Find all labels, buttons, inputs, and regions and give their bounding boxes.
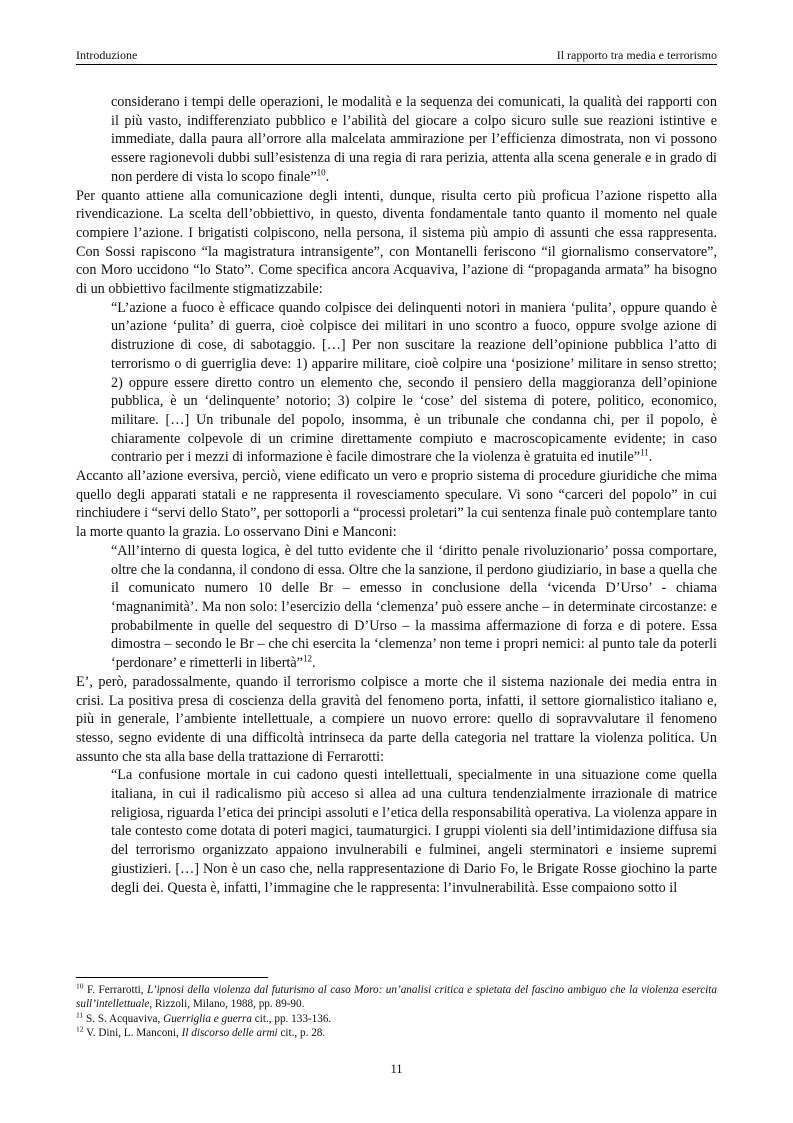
quote-text: considerano i tempi delle operazioni, le modalità e la sequenza dei comunicati, la qualità dei rapporti con il più vasto, indifferenziato pubblico e l’abilità del giocare a colpo sicuro sulle sue reazioni istintive e immediate, dalla paura all’orrore alla malcelata ammirazione per l’efficienza dimostrata, non vi possono essere ragionevoli dubbi sull’esistenza di una regia di rara perizia, attenta alla scena generale e in grado di non perdere di vista lo scopo finale” xyxy=(111,94,717,185)
block-quote: “L’azione a fuoco è efficace quando colpisce dei delinquenti notori in maniera ‘pulita’, oppure quando è un’azione ‘pulita’ di guerra, cioè colpisce dei militari in uno scontro a fuoco, oppure svolge azione di distruzione di cose, di sabotaggio. […] Per non suscitare la reazione dell’opinione pubblica l’atto di terrorismo o di guerriglia deve: 1) apparire militare, cioè colpire una ‘posizione’ militare in senso stretto; 2) oppure essere diretto contro un elemento che, secondo il pensiero della maggioranza dell’opinione pubblica, è un ‘delinquente’ notorio; 3) colpire le ‘cose’ del sistema di potere, politico, economico, militare. […] Un tribunale del popolo, insomma, è un tribunale che condanna chi, per il popolo, è chiaramente colpevole di un crimine direttamente compiuto e macroscopicamente evidente; in caso contrario per i mezzi di informazione è facile dimostrare che la violenza è gratuita ed inutile”$^{11}$. xyxy=(111,299,717,466)
footnote-author: V. Dini, L. Manconi, xyxy=(83,1026,182,1039)
quote-text: “La confusione mortale in cui cadono questi intellettuali, specialmente in una situazione come quella italiana, in cui il radicalismo più acceso si allea ad una cultura tendenzialmente irrazionale di matrice religiosa, riguarda l’etica dei principi assoluti e l’etica della responsabilità operativa. La violenza appare in tale contesto come dotata di poteri magici, taumaturgici. I gruppi violenti sia dell’intimidazione diffusa sia del terrorismo organizzato appaiono invulnerabili e fulminei, angeli sterminatori e insieme supremi giustizieri. […] Non è un caso che, nella rappresentazione di Dario Fo, le Brigate Rosse giochino la parte degli dei. Questa è, infatti, l’immagine che le rappresenta: l’invulnerabilità. Esse compaiono sotto il xyxy=(111,767,717,896)
quote-text: “L’azione a fuoco è efficace quando colpisce dei delinquenti notori in maniera ‘pulita’, oppure quando è un’azione ‘pulita’ di guerra, cioè colpisce dei militari in uno scontro a fuoco, oppure svolge azione di distruzione di cose, di sabotaggio. […] Per non suscitare la reazione dell’opinione pubblica l’atto di terrorismo o di guerriglia deve: 1) apparire militare, cioè colpire una ‘posizione’ militare in senso stretto; 2) oppure essere diretto contro un elemento che, secondo il pensiero della maggioranza dell’opinione pubblica, è un ‘delinquente’ notorio; 3) colpire le ‘cose’ del sistema di potere, politico, economico, militare. […] Un tribunale del popolo, insomma, è un tribunale che condanna chi, per il popolo, è chiaramente colpevole di un crimine direttamente compiuto e macroscopicamente evidente; in caso contrario per i mezzi di informazione è facile dimostrare che la violenza è gratuita ed inutile” xyxy=(111,299,717,466)
footnote-author: S. S. Acquaviva, xyxy=(83,1012,164,1025)
footnote-number: 11 xyxy=(76,1009,84,1019)
paragraph-text: Accanto all’azione eversiva, perciò, viene edificato un vero e proprio sistema di procedure giuridiche che mima quello degli apparati statali e ne rappresenta il rovesciamento speculare. Vi sono “carceri del popolo” in cui rinchiudere i “servi dello Stato”, per sottoporli a “processi proletari” la cui sentenza finale può contemplare tanto la morte quanto la grazia. Lo osservano Dini e Manconi: xyxy=(76,468,717,541)
footnote-details: , Rizzoli, Milano, 1988, pp. 89-90. xyxy=(149,998,305,1011)
block-quote: considerano i tempi delle operazioni, le modalità e la sequenza dei comunicati, la qualità dei rapporti con il più vasto, indifferenziato pubblico e l’abilità del giocare a colpo sicuro sulle sue reazioni istintive e immediate, dalla paura all’orrore alla malcelata ammirazione per l’efficienza dimostrata, non vi possono essere ragionevoli dubbi sull’esistenza di una regia di rara perizia, attenta alla scena generale e in grado di non perdere di vista lo scopo finale”$^{10}$. xyxy=(111,94,717,185)
footnote-title: Il discorso delle armi xyxy=(181,1026,278,1039)
paragraph-text: Per quanto attiene alla comunicazione degli intenti, dunque, risulta certo più proficua l’azione rispetto alla rivendicazione. La scelta dell’obbiettivo, in questo, diventa fondamentale tanto quanto il momento nel quale compiere l’azione. I brigatisti colpiscono, nella persona, il sistema più ampio di assunti che essa rappresenta. Con Sossi rapiscono “la magistratura intransigente”, con Montanelli feriscono “il giornalismo conservatore”, con Moro uccidono “lo Stato”. Come specifica ancora Acquaviva, l’azione di “propaganda armata” ha bisogno di un obbiettivo facilmente stigmatizzabile: xyxy=(76,187,717,298)
block-quote: “All’interno di questa logica, è del tutto evidente che il ‘diritto penale rivoluzionario’ possa comportare, oltre che la condanna, il condono di essa. Oltre che la sanzione, il perdono giudiziario, in base a quella che il comunicato numero 10 delle Br – emesso in conclusione della ‘vicenda D’Urso’ - chiama ‘magnanimità’. Ma non solo: l’esercizio della ‘clemenza’ può essere anche – in determinate circostanze: e probabilmente in quelle del sequestro di D’Urso – la massima affermazione di forza e di potere. Essa dimostra – secondo le Br – che chi esercita la ‘clemenza’ non teme i propri nemici: al punto tale da poterli ‘perdonare’ e rimetterli in libertà”$^{12}$. xyxy=(111,542,717,672)
footnote-number: 10 xyxy=(76,981,84,991)
page-number: 11 xyxy=(390,1062,403,1076)
paragraph xyxy=(76,467,717,542)
paragraph xyxy=(76,187,717,299)
footnote-author: F. Ferrarotti, xyxy=(83,984,148,996)
block-quote xyxy=(111,766,717,897)
running-header xyxy=(76,46,717,65)
footnote xyxy=(76,983,717,1012)
main-text xyxy=(76,93,717,897)
footnotes xyxy=(76,983,717,1040)
footnote-number: 12 xyxy=(76,1024,84,1034)
quote-text: “All’interno di questa logica, è del tutto evidente che il ‘diritto penale rivoluzionario’ possa comportare, oltre che la condanna, il condono di essa. Oltre che la sanzione, il perdono giudiziario, in base a quella che il comunicato numero 10 delle Br – emesso in conclusione della ‘vicenda D’Urso’ - chiama ‘magnanimità’. Ma non solo: l’esercizio della ‘clemenza’ può essere anche – in determinate circostanze: e probabilmente in quelle del sequestro di D’Urso – la massima affermazione di forza e di potere. Essa dimostra – secondo le Br – che chi esercita la ‘clemenza’ non teme i propri nemici: al punto tale da poterli ‘perdonare’ e rimetterli in libertà” xyxy=(111,542,717,672)
footnote-ref: 11 xyxy=(640,447,649,458)
footnote-ref: 10 xyxy=(316,167,326,178)
footnote-title: L’ipnosi della violenza dal futurismo al caso Moro: un’analisi critica e spietata del fascino ambiguo che la violenza esercita sull’intellettuale xyxy=(76,984,717,1011)
header-book-title: Il rapporto tra media e terrorismo xyxy=(556,48,717,62)
footnote-details: cit., pp. 133-136. xyxy=(251,1012,332,1025)
footnote-separator xyxy=(76,977,268,978)
paragraph-text: E’, però, paradossalmente, quando il terrorismo colpisce a morte che il sistema nazionale dei media entra in crisi. La positiva presa di coscienza della gravità del fenomeno porta, infatti, il settore giornalistico italiano e, più in generale, l’ambiente intellettuale, a compiere un nuovo errore: quello di sopravvalutare il fenomeno stesso, segno evidente di una difficoltà intrinseca da parte della categoria nel trattare la violenza politica. Un assunto che sta alla base della trattazione di Ferrarotti: xyxy=(76,673,717,765)
footnote xyxy=(76,1009,717,1026)
footnote-details: cit., p. 28. xyxy=(277,1026,326,1039)
footnote-ref: 12 xyxy=(302,653,312,664)
footnote-title: Guerriglia e guerra xyxy=(163,1012,252,1025)
footnote xyxy=(76,1026,717,1040)
paragraph xyxy=(76,673,717,767)
header-chapter-title: Introduzione xyxy=(76,48,138,62)
